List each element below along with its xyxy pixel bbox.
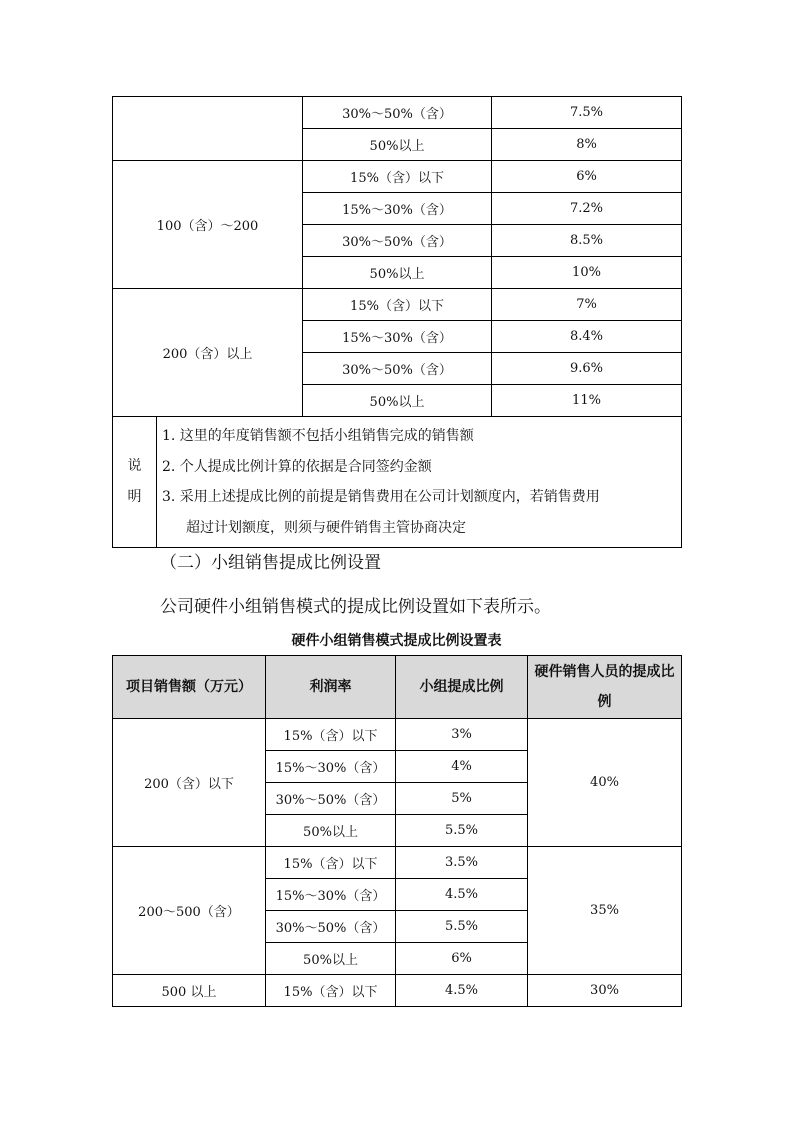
table-caption: 硬件小组销售模式提成比例设置表	[291, 633, 502, 649]
notes-label	[113, 417, 157, 547]
sales-range-cell: 200（含）以上	[113, 289, 303, 417]
group-rate-cell: 4.5%	[396, 879, 528, 911]
header-staff-rate: 硬件销售人员的提成比例	[528, 656, 682, 719]
staff-rate-cell: 40%	[528, 719, 682, 847]
table-row	[113, 97, 682, 129]
section-heading: （二）小组销售提成比例设置	[160, 553, 381, 573]
profit-margin-cell: 30%～50%（含）	[303, 225, 492, 257]
commission-rate-cell: 7.2%	[492, 193, 682, 225]
profit-margin-cell: 15%（含）以下	[266, 847, 396, 879]
commission-rate-cell: 8.5%	[492, 225, 682, 257]
note-line: 1. 这里的年度销售额不包括小组销售完成的销售额	[162, 428, 474, 444]
profit-margin-cell: 50%以上	[303, 257, 492, 289]
sales-range-cell: 500 以上	[113, 975, 266, 1007]
group-rate-cell: 4%	[396, 751, 528, 783]
group-rate-cell: 5.5%	[396, 911, 528, 943]
group-rate-cell: 5%	[396, 783, 528, 815]
group-rate-cell: 6%	[396, 943, 528, 975]
profit-margin-cell: 50%以上	[303, 385, 492, 417]
commission-rate-cell: 8.4%	[492, 321, 682, 353]
sales-range-cell: 200～500（含）	[113, 847, 266, 975]
group-rate-cell: 3.5%	[396, 847, 528, 879]
sales-range-cell: 100（含）～200	[113, 161, 303, 289]
profit-margin-cell: 15%（含）以下	[266, 975, 396, 1007]
commission-rate-cell: 11%	[492, 385, 682, 417]
commission-rate-cell: 9.6%	[492, 353, 682, 385]
profit-margin-cell: 30%～50%（含）	[266, 783, 396, 815]
table-header-row	[113, 656, 682, 719]
table-row	[113, 847, 682, 879]
commission-rate-cell: 7.5%	[492, 97, 682, 129]
table-row	[113, 975, 682, 1007]
notes-row	[113, 417, 682, 548]
header-profit-margin: 利润率	[266, 656, 396, 719]
profit-margin-cell: 15%（含）以下	[303, 289, 492, 321]
group-rate-cell: 4.5%	[396, 975, 528, 1007]
table-row	[113, 161, 682, 193]
note-line: 3. 采用上述提成比例的前提是销售费用在公司计划额度内，若销售费用	[162, 489, 600, 505]
profit-margin-cell: 50%以上	[266, 815, 396, 847]
sales-range-cell	[113, 97, 303, 161]
table-row	[113, 719, 682, 751]
profit-margin-cell: 30%～50%（含）	[303, 353, 492, 385]
profit-margin-cell: 15%～30%（含）	[266, 879, 396, 911]
profit-margin-cell: 50%以上	[303, 129, 492, 161]
group-commission-table	[112, 655, 682, 1007]
profit-margin-cell: 15%～30%（含）	[303, 321, 492, 353]
individual-commission-table	[112, 96, 682, 548]
table-row	[113, 289, 682, 321]
staff-rate-cell: 30%	[528, 975, 682, 1007]
sales-range-cell: 200（含）以下	[113, 719, 266, 847]
commission-rate-cell: 8%	[492, 129, 682, 161]
commission-rate-cell: 7%	[492, 289, 682, 321]
note-line: 2. 个人提成比例计算的依据是合同签约金额	[162, 458, 432, 475]
staff-rate-cell: 35%	[528, 847, 682, 975]
notes-label-char: 说	[127, 458, 142, 474]
intro-paragraph: 公司硬件小组销售模式的提成比例设置如下表所示。	[160, 597, 551, 617]
profit-margin-cell: 15%（含）以下	[266, 719, 396, 751]
profit-margin-cell: 50%以上	[266, 943, 396, 975]
profit-margin-cell: 30%～50%（含）	[266, 911, 396, 943]
note-line: 超过计划额度，则须与硬件销售主管协商决定	[186, 519, 466, 536]
notes-body	[157, 417, 682, 547]
commission-rate-cell: 10%	[492, 257, 682, 289]
commission-rate-cell: 6%	[492, 161, 682, 193]
group-rate-cell: 3%	[396, 719, 528, 751]
header-group-rate: 小组提成比例	[396, 656, 528, 719]
profit-margin-cell: 15%～30%（含）	[266, 751, 396, 783]
header-sales-amount: 项目销售额（万元）	[113, 656, 266, 719]
profit-margin-cell: 15%～30%（含）	[303, 193, 492, 225]
profit-margin-cell: 30%～50%（含）	[303, 97, 492, 129]
profit-margin-cell: 15%（含）以下	[303, 161, 492, 193]
notes-label-char: 明	[127, 489, 142, 505]
group-rate-cell: 5.5%	[396, 815, 528, 847]
